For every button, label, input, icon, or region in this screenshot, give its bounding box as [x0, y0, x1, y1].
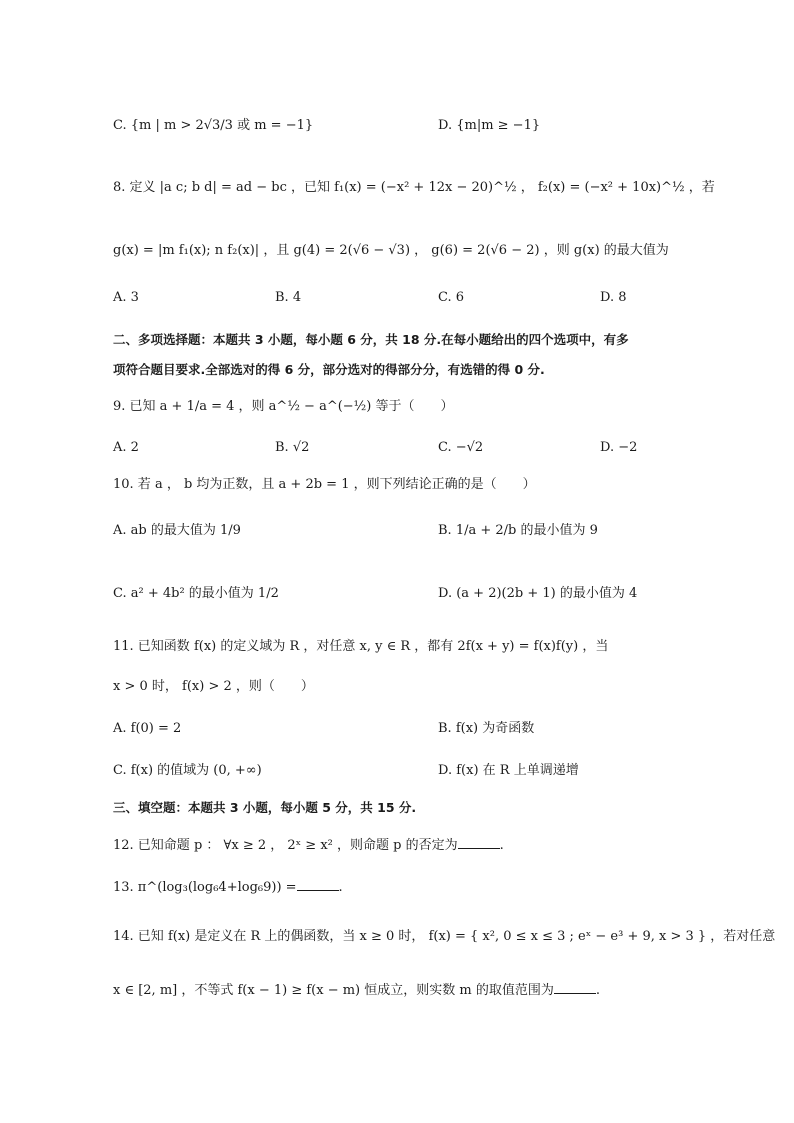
q11-option-c: C. f(x) 的值域为 (0, +∞)	[113, 763, 262, 778]
q14-text: x ∈ [2, m] ，不等式 f(x − 1) ≥ f(x − m) 恒成立，则实数 m 的取值范围为	[113, 983, 554, 998]
q11-stem-line2: x > 0 时， f(x) > 2 ，则（ ）	[113, 679, 314, 694]
q10-option-b: B. 1/a + 2/b 的最小值为 9	[438, 523, 598, 538]
q8-stem-line2: g(x) = |m f₁(x); n f₂(x)| ，且 g(4) = 2(√6 − √3) ， g(6) = 2(√6 − 2) ，则 g(x) 的最大值为	[113, 243, 669, 258]
q9-option-b: B. √2	[275, 440, 310, 455]
q12-period: .	[499, 838, 504, 853]
q11-stem-line1: 11. 已知函数 f(x) 的定义域为 R ，对任意 x, y ∈ R ，都有 2f(x + y) = f(x)f(y) ，当	[113, 639, 609, 654]
q10-option-c: C. a² + 4b² 的最小值为 1/2	[113, 586, 279, 601]
q14-period: .	[595, 983, 600, 998]
q14-answer-blank	[554, 979, 596, 994]
q9-option-d: D. −2	[600, 440, 638, 455]
q10-option-d: D. (a + 2)(2b + 1) 的最小值为 4	[438, 586, 638, 601]
q8-stem-line1: 8. 定义 |a c; b d| = ad − bc ，已知 f₁(x) = (−x² + 12x − 20)^½ ， f₂(x) = (−x² + 10x)^½ ，若	[113, 180, 715, 195]
q12-answer-blank	[458, 834, 500, 849]
q14-stem-line1: 14. 已知 f(x) 是定义在 R 上的偶函数，当 x ≥ 0 时， f(x) = { x², 0 ≤ x ≤ 3 ; eˣ − e³ + 9, x > 3 } ，若对任意	[113, 929, 776, 944]
section2-heading-line2: 项符合题目要求.全部选对的得 6 分，部分选对的得部分分，有选错的得 0 分.	[113, 362, 545, 377]
q9-option-c: C. −√2	[438, 440, 484, 455]
q10-option-a: A. ab 的最大值为 1/9	[113, 523, 241, 538]
q11-option-b: B. f(x) 为奇函数	[438, 721, 535, 736]
section2-heading-line1: 二、多项选择题：本题共 3 小题，每小题 6 分，共 18 分.在每小题给出的四个选项中，有多	[113, 332, 629, 347]
q7-option-d: D. {m|m ≥ −1}	[438, 118, 541, 133]
q13-period: .	[338, 880, 343, 895]
q14-stem-line2	[113, 979, 600, 1001]
q9-option-a: A. 2	[113, 440, 139, 455]
q8-option-c: C. 6	[438, 290, 465, 305]
q12-stem	[113, 834, 504, 856]
q8-option-a: A. 3	[113, 290, 139, 305]
q13-stem	[113, 876, 343, 898]
q7-option-c: C. {m | m > 2√3/3 或 m = −1}	[113, 118, 314, 133]
section3-heading: 三、填空题：本题共 3 小题，每小题 5 分，共 15 分.	[113, 800, 417, 815]
q11-option-a: A. f(0) = 2	[113, 721, 182, 736]
q8-option-d: D. 8	[600, 290, 627, 305]
q8-option-b: B. 4	[275, 290, 302, 305]
q9-stem: 9. 已知 a + 1/a = 4 ，则 a^½ − a^(−½) 等于（ ）	[113, 399, 454, 414]
q13-answer-blank	[297, 876, 339, 891]
q12-text: 12. 已知命题 p ： ∀x ≥ 2 ， 2ˣ ≥ x² ，则命题 p 的否定为	[113, 838, 458, 853]
q11-option-d: D. f(x) 在 R 上单调递增	[438, 763, 579, 778]
q10-stem: 10. 若 a ， b 均为正数，且 a + 2b = 1 ，则下列结论正确的是（ ）	[113, 477, 536, 492]
q13-text: 13. π^(log₃(log₆4+log₆9)) =	[113, 880, 297, 895]
